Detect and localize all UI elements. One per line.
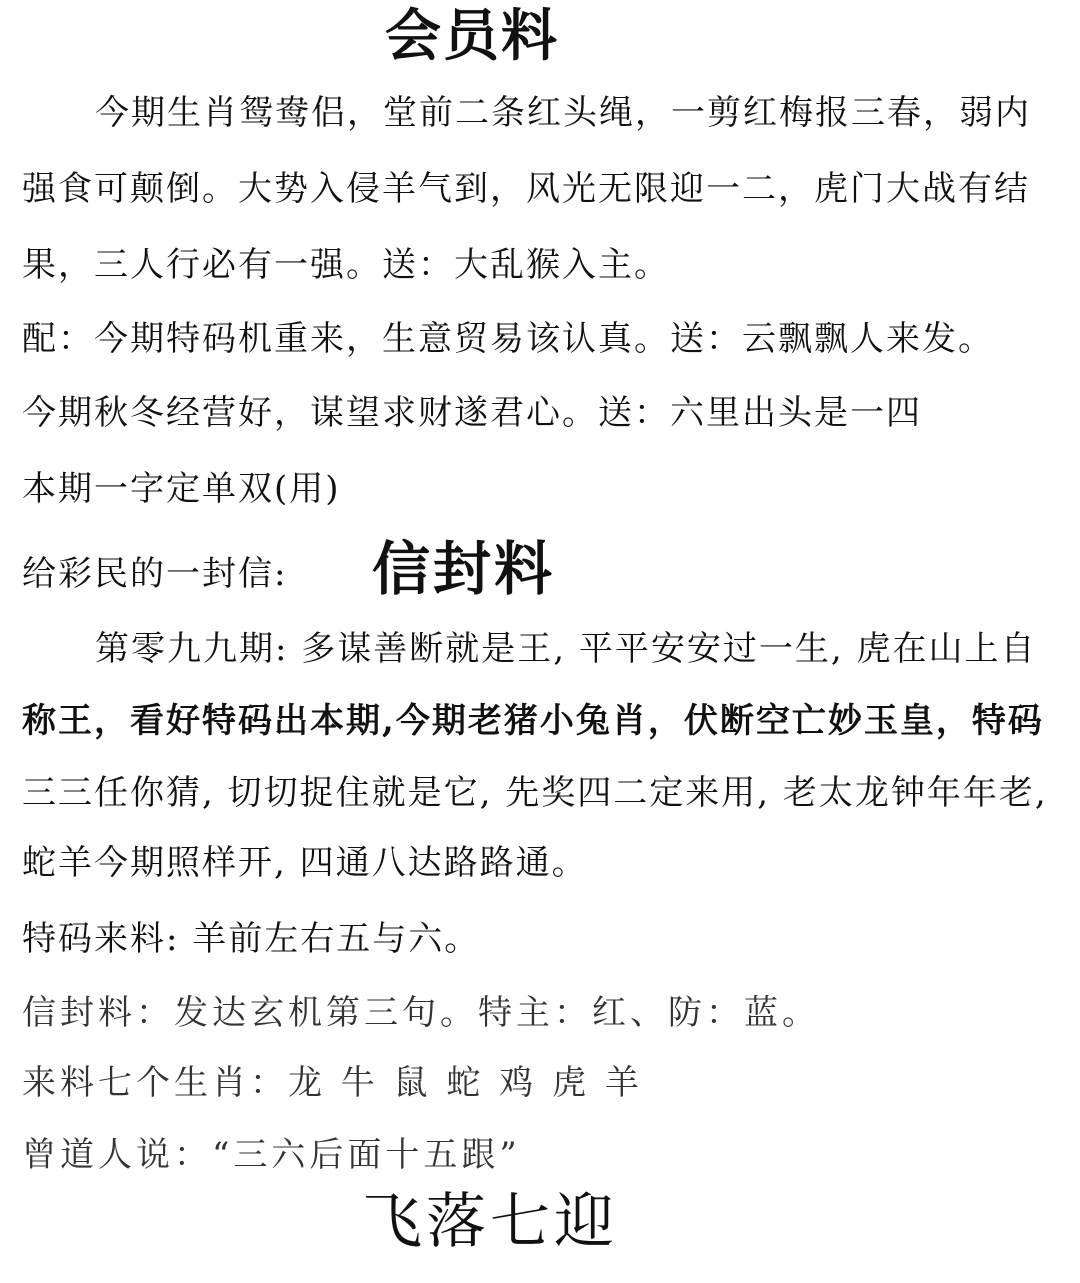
member-line-1: 今期生肖鸳鸯侣，堂前二条红头绳，一剪红梅报三春，弱内 (95, 93, 1031, 133)
member-section-title: 会员料 (385, 3, 559, 69)
envelope-line-6: 信封料：发达玄机第三句。特主：红、防：蓝。 (22, 993, 820, 1033)
envelope-line-2: 称王，看好特码出本期,今期老猪小兔肖，伏断空亡妙玉皇，特码 (22, 701, 1044, 741)
member-line-4: 配：今期特码机重来，生意贸易该认真。送：云飘飘人来发。 (22, 319, 994, 359)
envelope-line-8: 曾道人说：“三六后面十五跟” (22, 1135, 521, 1175)
envelope-line-4: 蛇羊今期照样开, 四通八达路路通。 (22, 843, 588, 883)
member-line-5: 今期秋冬经营好，谋望求财遂君心。送：六里出头是一四 (22, 393, 922, 433)
envelope-line-3: 三三任你猜, 切切捉住就是它, 先奖四二定来用, 老太龙钟年年老, (22, 773, 1048, 813)
member-line-2: 强食可颠倒。大势入侵羊气到，风光无限迎一二，虎门大战有结 (22, 169, 1030, 209)
envelope-line-7: 来料七个生肖：龙 牛 鼠 蛇 鸡 虎 羊 (22, 1063, 643, 1103)
envelope-section-title: 信封料 (372, 535, 556, 603)
envelope-line-1: 第零九九期: 多谋善断就是王, 平平安安过一生, 虎在山上自 (95, 629, 1037, 669)
footer-section-title: 飞落七迎 (362, 1187, 618, 1257)
member-line-3: 果，三人行必有一强。送：大乱猴入主。 (22, 245, 670, 285)
member-line-6: 本期一字定单双(用) (22, 469, 341, 509)
envelope-line-5: 特码来料: 羊前左右五与六。 (22, 919, 481, 959)
letter-intro: 给彩民的一封信: (22, 554, 288, 594)
